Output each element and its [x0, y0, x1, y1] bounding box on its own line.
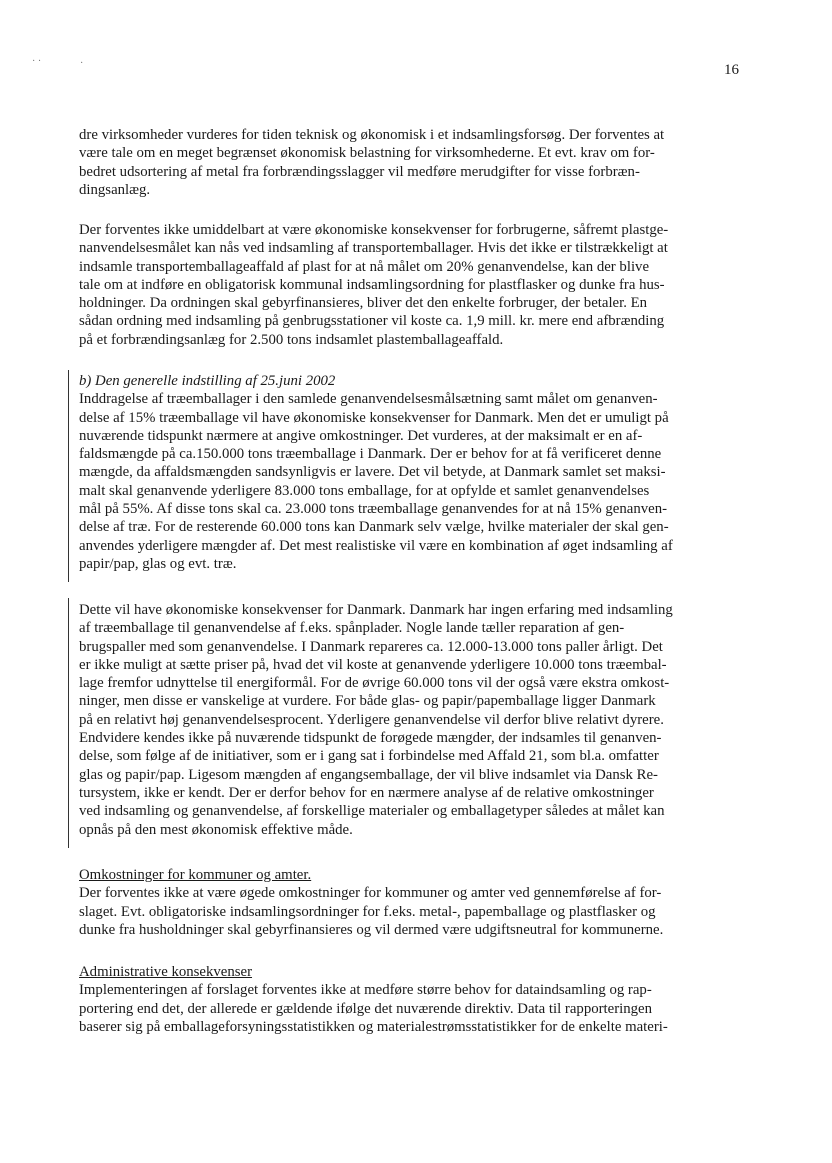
- text-line: delse, som følge af de initiativer, som er i gang sat i forbindelse med Affald 21, som bl.a. omfatter: [79, 748, 659, 765]
- paragraph-1: [79, 126, 744, 199]
- text-line: tale om at indføre en obligatorisk kommunal indsamlingsordning for plastflasker og dunke fra hus-: [79, 276, 665, 293]
- text-line: dunke fra husholdninger skal gebyrfinansieres og vil dermed være udgiftsneutral for kommunerne.: [79, 921, 664, 938]
- text-line: Der forventes ikke at være øgede omkostninger for kommuner og amter ved gennemførelse af for-: [79, 885, 662, 902]
- text-line: Dette vil have økonomiske konsekvenser for Danmark. Danmark har ingen erfaring med indsamling: [79, 602, 673, 618]
- text-line: ninger, men disse er vanskelige at vurdere. For både glas- og papir/papemballage ligger Danmark: [79, 693, 656, 710]
- text-line: på en relativt høj genanvendelsesprocent. Yderligere genanvendelse vil derfor blive relativt dyrere.: [79, 711, 664, 728]
- text-line: delse af 15% træemballage vil have økonomiske konsekvenser for Danmark. Men det er umuligt på: [79, 409, 669, 426]
- text-line: Der forventes ikke umiddelbart at være økonomiske konsekvenser for forbrugerne, såfremt plastge-: [79, 222, 669, 238]
- scan-speck: ·: [80, 58, 84, 69]
- paragraph-4: [79, 601, 744, 839]
- paragraph-2: [79, 221, 744, 349]
- text-line: holdninger. Da ordningen skal gebyrfinansieres, bliver det den enkelte forbruger, der betaler. En: [79, 295, 648, 312]
- text-line: tursystem, ikke er kendt. Der er derfor behov for en nærmere analyse af de relative omkostninger: [79, 784, 654, 801]
- text-line: Implementeringen af forslaget forventes ikke at medføre større behov for dataindsamling og rap-: [79, 982, 652, 999]
- text-line: glas og papir/pap. Ligesom mængden af engangsemballage, der vil blive indsamlet via Dansk Re-: [79, 766, 658, 783]
- text-line: papir/pap, glas og evt. træ.: [79, 555, 237, 572]
- text-line: mål på 55%. Af disse tons skal ca. 23.000 tons træemballage genanvendes for at nå 15% genanven-: [79, 501, 668, 518]
- text-line: baserer sig på emballageforsyningsstatistikken og materialestrømsstatistikker for de enkelte materi-: [79, 1018, 668, 1035]
- text-line: malt skal genanvende yderligere 83.000 tons emballage, for at opfylde et samlet genanvendelses: [79, 482, 650, 499]
- text-line: mængde, da affaldsmængden sandsynligvis er lavere. Det vil betyde, at Danmark samlet set maksi-: [79, 464, 666, 481]
- text-line: af træemballage til genanvendelse af f.eks. spånplader. Nogle lande tæller reparation af gen-: [79, 620, 625, 637]
- margin-change-bar: [68, 598, 69, 848]
- text-line: opnås på den mest økonomisk effektive måde.: [79, 821, 353, 838]
- text-line: brugspaller med som genanvendelse. I Danmark repareres ca. 12.000-13.000 tons paller årligt. Det: [79, 638, 663, 655]
- text-line: indsamle transportemballageaffald af plast for at nå målet om 20% genanvendelse, kan der blive: [79, 258, 650, 275]
- text-line: nuværende tidspunkt nærmere at angive omkostninger. Det vurderes, at der maksimalt er en af-: [79, 427, 643, 444]
- margin-change-bar: [68, 370, 69, 582]
- text-line: dingsanlæg.: [79, 181, 151, 198]
- text-line: portering end det, der allerede er gældende ifølge det nuværende direktiv. Data til rapporteringen: [79, 1000, 653, 1017]
- section-heading: b) Den generelle indstilling af 25.juni 2002: [79, 373, 336, 389]
- section-administrative: [79, 963, 744, 1036]
- text-line: lage fremfor udnyttelse til energiformål. For de øvrige 60.000 tons vil der også være ekstra omkost-: [79, 675, 670, 692]
- text-line: delse af træ. For de resterende 60.000 tons kan Danmark selv vælge, hvilke materialer der skal gen-: [79, 519, 669, 536]
- section-municipal-costs: [79, 866, 744, 939]
- page-number: 16: [724, 62, 739, 78]
- text-line: slaget. Evt. obligatoriske indsamlingsordninger for f.eks. metal-, papemballage og plastflasker og: [79, 903, 656, 920]
- section-heading: Omkostninger for kommuner og amter.: [79, 867, 312, 883]
- scan-speck: · ·: [32, 56, 42, 67]
- text-line: faldsmængde på ca.150.000 tons træemballage i Danmark. Der er behov for at få verificeret denne: [79, 446, 662, 463]
- text-line: bedret udsortering af metal fra forbrændingsslagger vil medføre merudgifter for visse forbræn-: [79, 163, 640, 180]
- text-line: dre virksomheder vurderes for tiden teknisk og økonomisk i et indsamlingsforsøg. Der forventes at: [79, 127, 665, 143]
- text-line: Inddragelse af træemballager i den samlede genanvendelsesmålsætning samt målet om genanven-: [79, 391, 658, 408]
- section-b: [79, 372, 744, 573]
- text-line: på et forbrændingsanlæg for 2.500 tons indsamlet plastemballageaffald.: [79, 331, 504, 348]
- text-line: sådan ordning med indsamling på genbrugsstationer vil koste ca. 1,9 mill. kr. mere end afbrænding: [79, 313, 665, 330]
- text-line: være tale om en meget begrænset økonomisk belastning for virksomhederne. Et evt. krav om for-: [79, 145, 655, 162]
- text-line: nanvendelsesmålet kan nås ved indsamling af transportemballager. Hvis det ikke er tilstrækkeligt at: [79, 240, 668, 257]
- section-heading: Administrative konsekvenser: [79, 964, 253, 980]
- text-line: Endvidere kendes ikke på nuværende tidspunkt de forøgede mængder, der indsamles til genanven-: [79, 730, 662, 747]
- text-line: ved indsamling og genanvendelse, af forskellige materialer og emballagetyper således at målet kan: [79, 803, 665, 820]
- text-line: er ikke muligt at sætte priser på, hvad det vil koste at genanvende yderligere 10.000 tons træembal-: [79, 656, 667, 673]
- text-line: anvendes yderligere mængder af. Det mest realistiske vil være en kombination af øget indsamling af: [79, 537, 673, 554]
